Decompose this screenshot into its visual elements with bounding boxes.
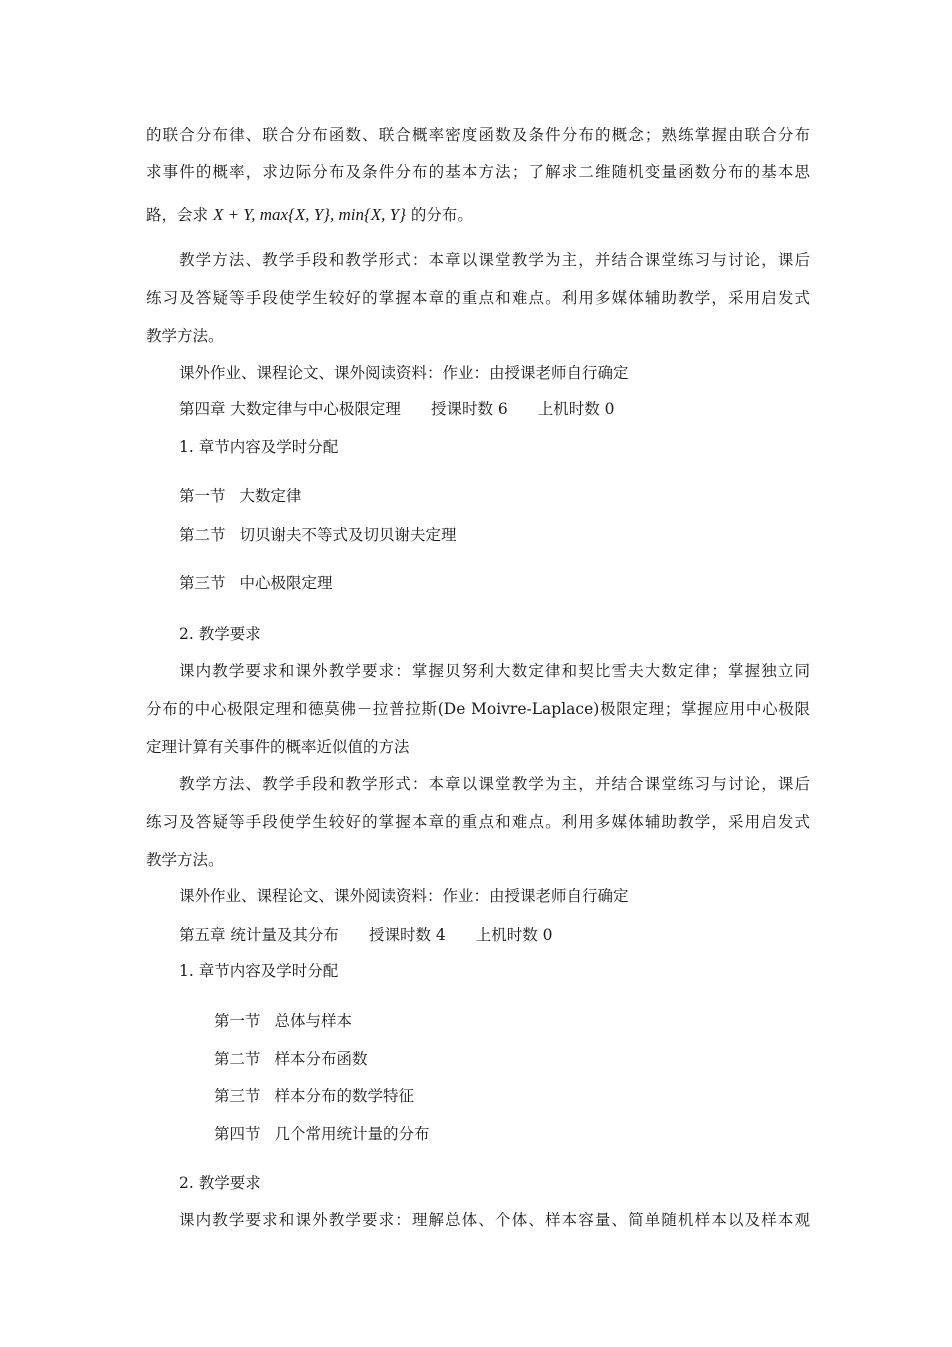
section-title: 样本分布的数学特征 — [274, 1087, 415, 1105]
chapter-heading — [179, 925, 553, 945]
section-number: 第三节 — [179, 574, 226, 592]
method-paragraph-line: 教学方法。 — [146, 851, 224, 869]
section-item — [179, 525, 457, 545]
formula: X + Y, max{X, Y}, min{X, Y} — [212, 205, 406, 224]
lab-hours: 上机时数 0 — [537, 400, 615, 418]
section-number: 第三节 — [214, 1087, 261, 1105]
requirements-title: 2. 教学要求 — [179, 625, 261, 643]
method-paragraph-line: 练习及答疑等手段使学生较好的掌握本章的重点和难点。利用多媒体辅助教学，采用启发式 — [146, 289, 810, 307]
text-suffix: 的分布。 — [410, 206, 473, 224]
method-paragraph-line: 教学方法、教学手段和教学形式：本章以课堂教学为主，并结合课堂练习与讨论，课后 — [179, 775, 810, 793]
teaching-hours: 授课时数 6 — [430, 400, 508, 418]
method-paragraph-line: 练习及答疑等手段使学生较好的掌握本章的重点和难点。利用多媒体辅助教学，采用启发式 — [146, 813, 810, 831]
section-item — [214, 1011, 352, 1031]
section-number: 第二节 — [214, 1050, 261, 1068]
lab-hours: 上机时数 0 — [475, 926, 553, 944]
section-title: 大数定律 — [239, 487, 302, 505]
homework-line: 课外作业、课程论文、课外阅读资料：作业：由授课老师自行确定 — [179, 364, 629, 382]
section-title: 样本分布函数 — [274, 1050, 368, 1068]
section-item — [179, 486, 302, 506]
requirements-line: 课内教学要求和课外教学要求：理解总体、个体、样本容量、简单随机样本以及样本观 — [179, 1211, 810, 1229]
paragraph-line: 的联合分布律、联合分布函数、联合概率密度函数及条件分布的概念；熟练掌握由联合分布 — [146, 126, 810, 144]
content-title: 1. 章节内容及学时分配 — [179, 962, 339, 980]
section-title: 切贝谢夫不等式及切贝谢夫定理 — [239, 526, 457, 544]
section-item — [214, 1124, 430, 1144]
section-number: 第四节 — [214, 1125, 261, 1143]
section-title: 总体与样本 — [274, 1012, 353, 1030]
method-paragraph-line: 教学方法。 — [146, 327, 224, 345]
section-number: 第一节 — [179, 487, 226, 505]
requirements-line: 课内教学要求和课外教学要求：掌握贝努利大数定律和契比雪夫大数定律；掌握独立同 — [179, 662, 810, 680]
section-title: 几个常用统计量的分布 — [274, 1125, 430, 1143]
section-number: 第二节 — [179, 526, 226, 544]
requirements-line: 定理计算有关事件的概率近似值的方法 — [146, 738, 410, 756]
requirements-title: 2. 教学要求 — [179, 1174, 261, 1192]
section-item — [179, 573, 333, 593]
method-paragraph-line: 教学方法、教学手段和教学形式：本章以课堂教学为主，并结合课堂练习与讨论，课后 — [179, 251, 810, 269]
teaching-hours: 授课时数 4 — [368, 926, 446, 944]
section-number: 第一节 — [214, 1012, 261, 1030]
paragraph-line-with-formula — [146, 205, 473, 225]
chapter-title: 第五章 统计量及其分布 — [179, 926, 339, 944]
section-title: 中心极限定理 — [239, 574, 333, 592]
paragraph-line: 求事件的概率，求边际分布及条件分布的基本方法；了解求二维随机变量函数分布的基本思 — [146, 163, 810, 181]
content-title: 1. 章节内容及学时分配 — [179, 438, 339, 456]
chapter-title: 第四章 大数定律与中心极限定理 — [179, 400, 401, 418]
requirements-line: 分布的中心极限定理和德莫佛－拉普拉斯(De Moivre-Laplace)极限定理；掌握应用中心极限 — [146, 700, 810, 718]
section-item — [214, 1086, 414, 1106]
homework-line: 课外作业、课程论文、课外阅读资料：作业：由授课老师自行确定 — [179, 887, 629, 905]
section-item — [214, 1049, 368, 1069]
chapter-heading — [179, 399, 615, 419]
text-prefix: 路，会求 — [146, 206, 209, 224]
